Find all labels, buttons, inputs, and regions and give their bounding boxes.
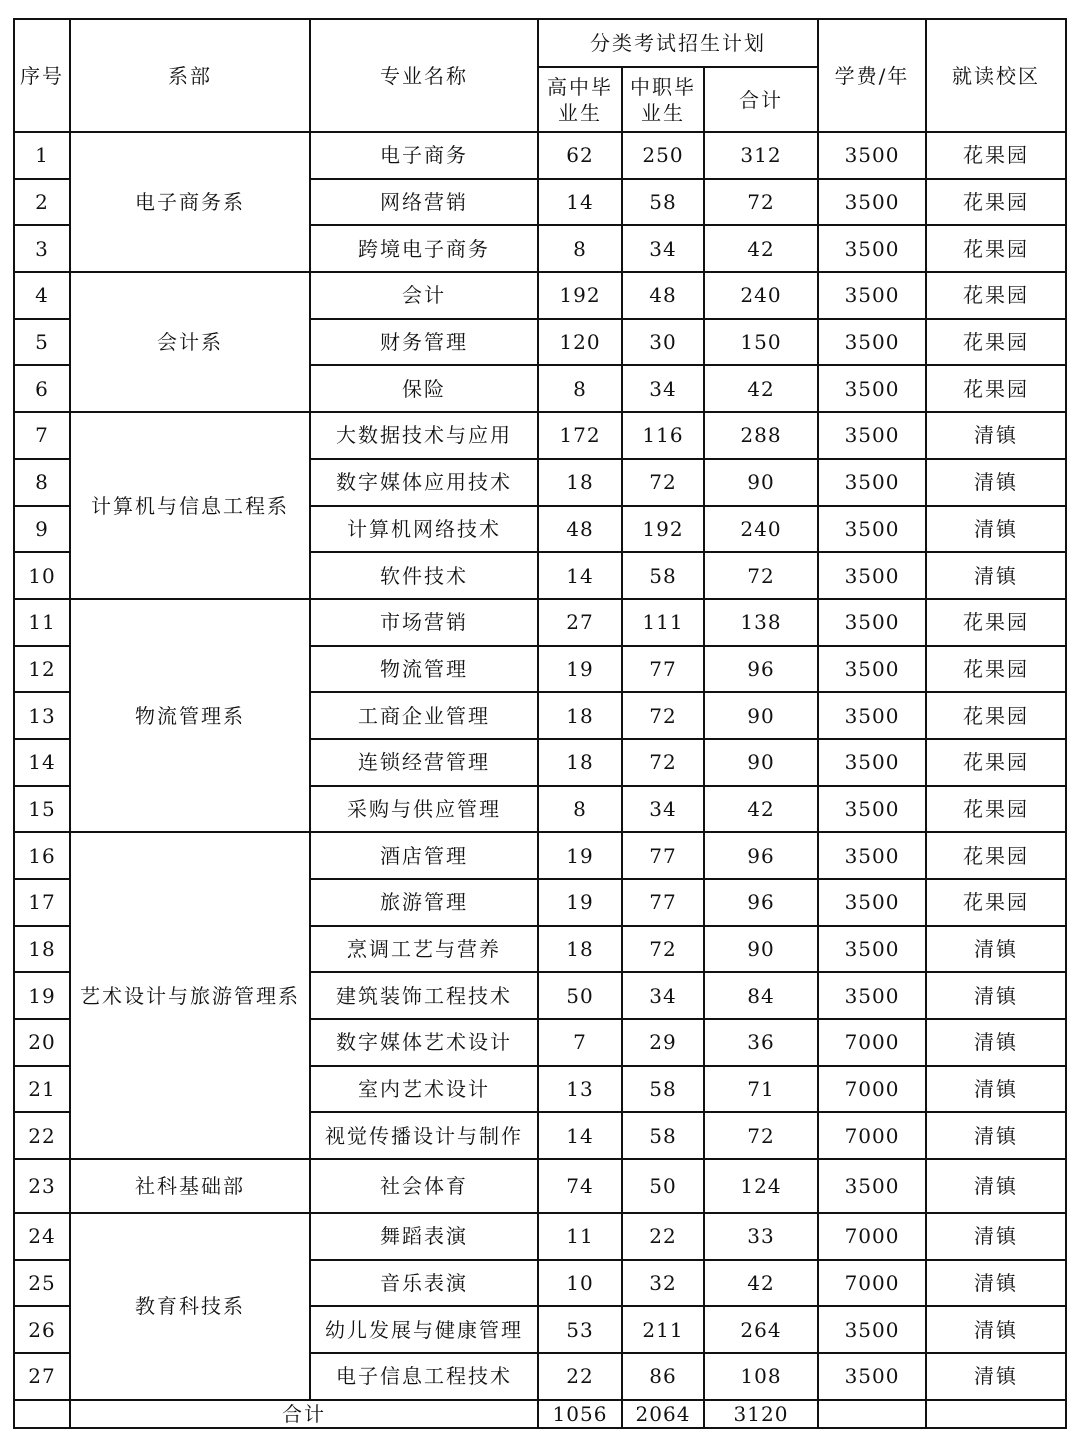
cell-seq: 26: [14, 1306, 70, 1353]
cell-seq: 10: [14, 552, 70, 599]
cell-seq: 12: [14, 646, 70, 693]
cell-vocational: 34: [622, 225, 704, 272]
cell-seq: 21: [14, 1066, 70, 1113]
cell-high-school: 19: [538, 879, 622, 926]
cell-seq: 3: [14, 225, 70, 272]
cell-vocational: 48: [622, 272, 704, 319]
cell-campus: 花果园: [926, 272, 1066, 319]
table-footer: [14, 1400, 1066, 1428]
cell-high-school: 18: [538, 926, 622, 973]
cell-subtotal: 288: [704, 412, 818, 459]
cell-tuition: 3500: [818, 926, 926, 973]
cell-vocational: 58: [622, 1066, 704, 1113]
cell-tuition: 3500: [818, 319, 926, 366]
header-vocational-line2: 业生: [641, 100, 685, 125]
cell-campus: 花果园: [926, 599, 1066, 646]
cell-high-school: 8: [538, 786, 622, 833]
cell-high-school: 14: [538, 1112, 622, 1159]
cell-high-school: 13: [538, 1066, 622, 1113]
cell-major: 数字媒体艺术设计: [310, 1019, 538, 1066]
cell-seq: 9: [14, 506, 70, 553]
cell-tuition: 3500: [818, 739, 926, 786]
cell-subtotal: 42: [704, 786, 818, 833]
table-row: [14, 272, 1066, 319]
cell-seq: 20: [14, 1019, 70, 1066]
cell-high-school: 14: [538, 552, 622, 599]
header-subtotal: 合计: [704, 67, 818, 132]
cell-high-school: 22: [538, 1353, 622, 1400]
cell-major: 室内艺术设计: [310, 1066, 538, 1113]
cell-department: 艺术设计与旅游管理系: [70, 832, 310, 1159]
cell-tuition: 3500: [818, 412, 926, 459]
cell-seq: 8: [14, 459, 70, 506]
header-high-school-line1: 高中毕: [547, 74, 613, 99]
cell-seq: 18: [14, 926, 70, 973]
cell-vocational: 72: [622, 459, 704, 506]
cell-campus: 花果园: [926, 365, 1066, 412]
cell-major: 酒店管理: [310, 832, 538, 879]
cell-major: 跨境电子商务: [310, 225, 538, 272]
cell-major: 计算机网络技术: [310, 506, 538, 553]
cell-vocational: 250: [622, 132, 704, 179]
cell-major: 电子商务: [310, 132, 538, 179]
cell-major: 音乐表演: [310, 1260, 538, 1307]
cell-high-school: 8: [538, 365, 622, 412]
cell-vocational: 58: [622, 179, 704, 226]
table-row: [14, 599, 1066, 646]
cell-high-school: 18: [538, 739, 622, 786]
cell-tuition: 3500: [818, 225, 926, 272]
cell-seq: 7: [14, 412, 70, 459]
cell-department: 电子商务系: [70, 132, 310, 272]
cell-major: 大数据技术与应用: [310, 412, 538, 459]
cell-department: 社科基础部: [70, 1159, 310, 1213]
cell-subtotal: 240: [704, 506, 818, 553]
cell-seq: 1: [14, 132, 70, 179]
cell-seq: 5: [14, 319, 70, 366]
cell-campus: 花果园: [926, 132, 1066, 179]
cell-campus: 清镇: [926, 459, 1066, 506]
cell-vocational: 72: [622, 926, 704, 973]
cell-high-school: 48: [538, 506, 622, 553]
cell-high-school: 120: [538, 319, 622, 366]
cell-major: 舞蹈表演: [310, 1213, 538, 1260]
cell-subtotal: 33: [704, 1213, 818, 1260]
cell-major: 烹调工艺与营养: [310, 926, 538, 973]
cell-tuition: 7000: [818, 1019, 926, 1066]
cell-high-school: 74: [538, 1159, 622, 1213]
cell-major: 连锁经营管理: [310, 739, 538, 786]
cell-tuition: 3500: [818, 132, 926, 179]
cell-major: 工商企业管理: [310, 692, 538, 739]
cell-tuition: 3500: [818, 1353, 926, 1400]
cell-vocational: 34: [622, 786, 704, 833]
cell-major: 财务管理: [310, 319, 538, 366]
footer-empty-seq: [14, 1400, 70, 1428]
header-dept: 系部: [70, 19, 310, 132]
cell-department: 教育科技系: [70, 1213, 310, 1400]
cell-subtotal: 108: [704, 1353, 818, 1400]
cell-major: 社会体育: [310, 1159, 538, 1213]
cell-subtotal: 36: [704, 1019, 818, 1066]
cell-subtotal: 150: [704, 319, 818, 366]
cell-vocational: 58: [622, 1112, 704, 1159]
total-row: [14, 1400, 1066, 1428]
cell-vocational: 34: [622, 972, 704, 1019]
cell-subtotal: 240: [704, 272, 818, 319]
cell-seq: 17: [14, 879, 70, 926]
cell-major: 软件技术: [310, 552, 538, 599]
enrollment-plan-table: [13, 18, 1067, 1429]
cell-vocational: 77: [622, 646, 704, 693]
footer-label: 合计: [70, 1400, 538, 1428]
cell-vocational: 22: [622, 1213, 704, 1260]
cell-subtotal: 42: [704, 365, 818, 412]
cell-seq: 14: [14, 739, 70, 786]
footer-voc-total: 2064: [622, 1400, 704, 1428]
header-high-school: [538, 67, 622, 132]
cell-high-school: 50: [538, 972, 622, 1019]
cell-vocational: 72: [622, 739, 704, 786]
cell-major: 保险: [310, 365, 538, 412]
cell-tuition: 3500: [818, 646, 926, 693]
cell-vocational: 116: [622, 412, 704, 459]
cell-subtotal: 90: [704, 459, 818, 506]
cell-tuition: 7000: [818, 1066, 926, 1113]
cell-seq: 13: [14, 692, 70, 739]
cell-major: 市场营销: [310, 599, 538, 646]
cell-major: 数字媒体应用技术: [310, 459, 538, 506]
cell-tuition: 7000: [818, 1112, 926, 1159]
cell-subtotal: 42: [704, 225, 818, 272]
cell-campus: 清镇: [926, 1112, 1066, 1159]
footer-high-total: 1056: [538, 1400, 622, 1428]
cell-tuition: 3500: [818, 365, 926, 412]
cell-major: 建筑装饰工程技术: [310, 972, 538, 1019]
cell-subtotal: 90: [704, 739, 818, 786]
header-vocational: [622, 67, 704, 132]
cell-campus: 花果园: [926, 319, 1066, 366]
cell-major: 电子信息工程技术: [310, 1353, 538, 1400]
cell-campus: 清镇: [926, 506, 1066, 553]
cell-tuition: 3500: [818, 972, 926, 1019]
cell-campus: 花果园: [926, 786, 1066, 833]
cell-seq: 2: [14, 179, 70, 226]
cell-campus: 清镇: [926, 1213, 1066, 1260]
cell-subtotal: 96: [704, 646, 818, 693]
cell-high-school: 192: [538, 272, 622, 319]
cell-subtotal: 312: [704, 132, 818, 179]
cell-campus: 花果园: [926, 692, 1066, 739]
cell-vocational: 30: [622, 319, 704, 366]
cell-subtotal: 42: [704, 1260, 818, 1307]
cell-vocational: 29: [622, 1019, 704, 1066]
cell-tuition: 3500: [818, 1306, 926, 1353]
cell-department: 物流管理系: [70, 599, 310, 832]
cell-high-school: 11: [538, 1213, 622, 1260]
table-body: [14, 132, 1066, 1400]
cell-vocational: 50: [622, 1159, 704, 1213]
cell-campus: 清镇: [926, 552, 1066, 599]
cell-campus: 花果园: [926, 225, 1066, 272]
cell-subtotal: 84: [704, 972, 818, 1019]
cell-high-school: 53: [538, 1306, 622, 1353]
cell-campus: 花果园: [926, 739, 1066, 786]
header-major: 专业名称: [310, 19, 538, 132]
cell-campus: 花果园: [926, 179, 1066, 226]
cell-subtotal: 71: [704, 1066, 818, 1113]
cell-seq: 4: [14, 272, 70, 319]
cell-campus: 清镇: [926, 1019, 1066, 1066]
cell-seq: 25: [14, 1260, 70, 1307]
cell-tuition: 3500: [818, 832, 926, 879]
cell-tuition: 7000: [818, 1213, 926, 1260]
table-row: [14, 1213, 1066, 1260]
cell-seq: 24: [14, 1213, 70, 1260]
cell-tuition: 3500: [818, 599, 926, 646]
cell-subtotal: 96: [704, 832, 818, 879]
cell-seq: 27: [14, 1353, 70, 1400]
cell-subtotal: 72: [704, 552, 818, 599]
cell-campus: 清镇: [926, 1066, 1066, 1113]
cell-subtotal: 264: [704, 1306, 818, 1353]
cell-vocational: 32: [622, 1260, 704, 1307]
footer-grand-total: 3120: [704, 1400, 818, 1428]
header-plan-group: 分类考试招生计划: [538, 19, 818, 67]
table-row: [14, 412, 1066, 459]
cell-campus: 花果园: [926, 646, 1066, 693]
cell-tuition: 3500: [818, 1159, 926, 1213]
cell-major: 幼儿发展与健康管理: [310, 1306, 538, 1353]
cell-vocational: 211: [622, 1306, 704, 1353]
header-seq: 序号: [14, 19, 70, 132]
footer-empty-campus: [926, 1400, 1066, 1428]
header-campus: 就读校区: [926, 19, 1066, 132]
cell-high-school: 172: [538, 412, 622, 459]
cell-high-school: 18: [538, 459, 622, 506]
cell-seq: 22: [14, 1112, 70, 1159]
cell-subtotal: 124: [704, 1159, 818, 1213]
cell-campus: 清镇: [926, 972, 1066, 1019]
cell-tuition: 3500: [818, 272, 926, 319]
cell-vocational: 192: [622, 506, 704, 553]
cell-high-school: 10: [538, 1260, 622, 1307]
cell-major: 视觉传播设计与制作: [310, 1112, 538, 1159]
table-row: [14, 1159, 1066, 1213]
cell-high-school: 62: [538, 132, 622, 179]
cell-campus: 清镇: [926, 926, 1066, 973]
cell-high-school: 8: [538, 225, 622, 272]
cell-vocational: 111: [622, 599, 704, 646]
cell-high-school: 14: [538, 179, 622, 226]
cell-vocational: 58: [622, 552, 704, 599]
cell-department: 会计系: [70, 272, 310, 412]
table-header: [14, 19, 1066, 132]
table-row: [14, 132, 1066, 179]
cell-high-school: 19: [538, 832, 622, 879]
cell-major: 会计: [310, 272, 538, 319]
cell-tuition: 3500: [818, 506, 926, 553]
cell-tuition: 3500: [818, 786, 926, 833]
header-tuition: 学费/年: [818, 19, 926, 132]
cell-vocational: 77: [622, 879, 704, 926]
cell-campus: 花果园: [926, 832, 1066, 879]
table-row: [14, 832, 1066, 879]
cell-vocational: 86: [622, 1353, 704, 1400]
cell-subtotal: 96: [704, 879, 818, 926]
cell-tuition: 3500: [818, 879, 926, 926]
cell-campus: 清镇: [926, 1159, 1066, 1213]
cell-campus: 清镇: [926, 1306, 1066, 1353]
cell-major: 网络营销: [310, 179, 538, 226]
header-high-school-line2: 业生: [558, 100, 602, 125]
cell-high-school: 19: [538, 646, 622, 693]
cell-high-school: 18: [538, 692, 622, 739]
cell-major: 采购与供应管理: [310, 786, 538, 833]
cell-high-school: 7: [538, 1019, 622, 1066]
cell-seq: 6: [14, 365, 70, 412]
cell-campus: 清镇: [926, 1353, 1066, 1400]
cell-vocational: 77: [622, 832, 704, 879]
header-vocational-line1: 中职毕: [630, 74, 696, 99]
cell-tuition: 3500: [818, 459, 926, 506]
cell-subtotal: 72: [704, 1112, 818, 1159]
cell-major: 旅游管理: [310, 879, 538, 926]
cell-campus: 花果园: [926, 879, 1066, 926]
cell-subtotal: 90: [704, 692, 818, 739]
cell-vocational: 34: [622, 365, 704, 412]
cell-seq: 19: [14, 972, 70, 1019]
cell-campus: 清镇: [926, 412, 1066, 459]
cell-tuition: 3500: [818, 179, 926, 226]
cell-seq: 15: [14, 786, 70, 833]
cell-seq: 16: [14, 832, 70, 879]
cell-campus: 清镇: [926, 1260, 1066, 1307]
cell-seq: 11: [14, 599, 70, 646]
cell-subtotal: 72: [704, 179, 818, 226]
cell-subtotal: 138: [704, 599, 818, 646]
cell-seq: 23: [14, 1159, 70, 1213]
cell-vocational: 72: [622, 692, 704, 739]
cell-high-school: 27: [538, 599, 622, 646]
cell-major: 物流管理: [310, 646, 538, 693]
cell-tuition: 7000: [818, 1260, 926, 1307]
cell-tuition: 3500: [818, 552, 926, 599]
cell-subtotal: 90: [704, 926, 818, 973]
cell-tuition: 3500: [818, 692, 926, 739]
cell-department: 计算机与信息工程系: [70, 412, 310, 599]
footer-empty-fee: [818, 1400, 926, 1428]
